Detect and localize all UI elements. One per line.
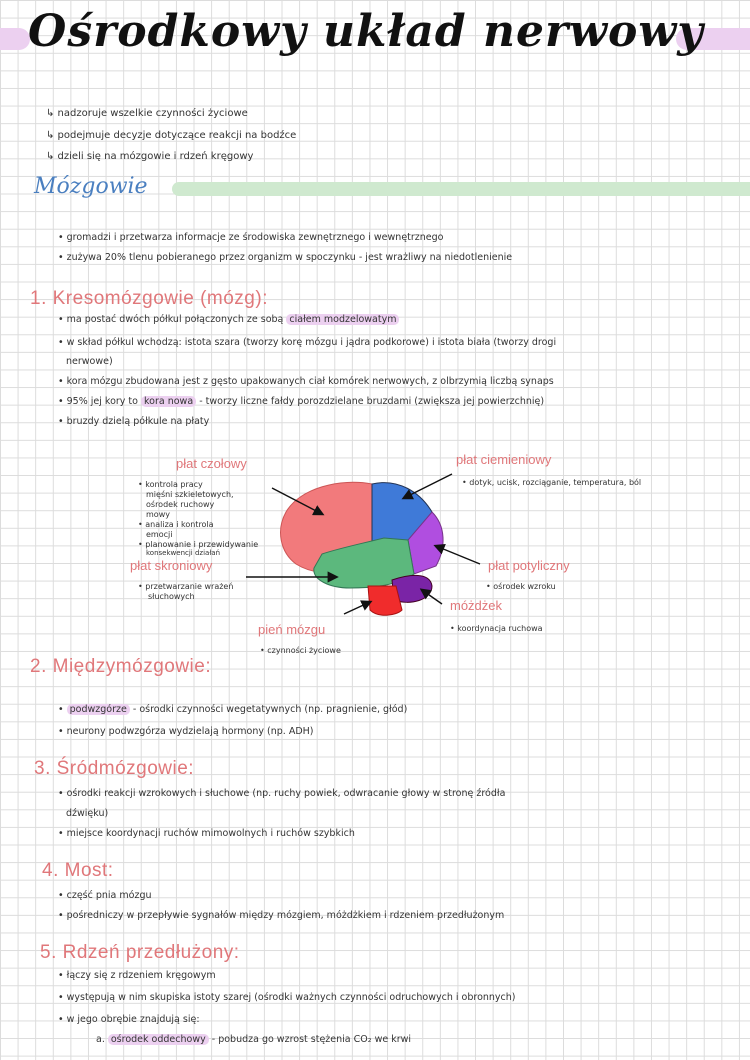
brain-stem [368, 586, 402, 615]
kreso-line-4-pre: • 95% jej kory to [58, 396, 138, 407]
kreso-line-2: • w skład półkul wchodzą: istota szara (tworzy korę mózgu i jądra podkorowe) i istota biała (tworzy drogi [58, 337, 557, 348]
kreso-line-4-post: - tworzy liczne fałdy porozdzielane bruzdami (zwiększa jej powierzchnię) [199, 396, 545, 407]
rdzen-line-4-num: a. [96, 1034, 105, 1045]
brain-diagram [0, 440, 750, 670]
label-temporal-lobe: płat skroniowy [130, 558, 213, 573]
most-line-2: • pośredniczy w przepływie sygnałów między mózgiem, móżdżkiem i rdzeniem przedłużonym [58, 910, 505, 921]
section-kresomozgowie-title: 1. Kresomózgowie (mózg): [30, 288, 268, 309]
rdzen-line-1: • łączy się z rdzeniem kręgowym [58, 970, 216, 981]
label-brain-stem: pień mózgu [258, 622, 326, 637]
miedzy-line-1: • podwzgórze - ośrodki czynności wegetatywnych (np. pragnienie, głód) [58, 704, 408, 715]
miedzy-line-1-post: - ośrodki czynności wegetatywnych (np. pragnienie, głód) [132, 704, 408, 715]
srod-line-2: • miejsce koordynacji ruchów mimowolnych i ruchów szybkich [58, 828, 355, 839]
most-line-1: • część pnia mózgu [58, 890, 152, 901]
cerebellum-items: • koordynacja ruchowa [450, 624, 543, 633]
label-cerebellum: móżdżek [450, 598, 503, 613]
section-rdzen-title: 5. Rdzeń przedłużony: [40, 942, 240, 963]
kreso-line-1-text: • ma postać dwóch półkul połączonych ze sobą [58, 314, 284, 325]
temporal-item-2: słuchowych [148, 592, 195, 601]
subtitle-highlight [172, 182, 750, 196]
page-title: Ośrodkowy układ nerwowy [28, 6, 704, 57]
kreso-line-4-highlight: kora nowa [141, 396, 196, 407]
rdzen-line-4 [96, 1034, 411, 1045]
kreso-line-1 [58, 314, 399, 325]
label-frontal-lobe: płat czołowy [176, 456, 247, 471]
intro-line-3: ↳ dzieli się na mózgowie i rdzeń kręgowy [46, 151, 254, 162]
brain-stem-items: • czynności życiowe [260, 646, 341, 655]
title-highlight-left [0, 28, 30, 50]
frontal-item-6: emocji [146, 530, 173, 539]
label-occipital-lobe: płat potyliczny [488, 558, 570, 573]
frontal-item-1: • kontrola pracy [138, 480, 203, 489]
frontal-item-3: ośrodek ruchowy [146, 500, 215, 509]
kreso-line-5: • bruzdy dzielą półkule na płaty [58, 416, 210, 427]
frontal-item-7: • planowanie i przewidywanie [138, 540, 259, 549]
kreso-line-2b: nerwowe) [66, 356, 113, 367]
section-most-title: 4. Most: [42, 860, 114, 881]
occipital-items: • ośrodek wzroku [486, 582, 556, 591]
intro-line-2: ↳ podejmuje decyzje dotyczące reakcji na bodźce [46, 130, 297, 141]
miedzy-line-1-highlight: podwzgórze [67, 704, 130, 715]
frontal-item-8: konsekwencji działań [146, 549, 221, 557]
frontal-item-5: • analiza i kontrola [138, 520, 214, 529]
frontal-item-4: mowy [146, 510, 170, 519]
section-srodmozgowie-title: 3. Śródmózgowie: [34, 758, 195, 779]
temporal-item-1: • przetwarzanie wrażeń [138, 582, 234, 591]
rdzen-line-2: • występują w nim skupiska istoty szarej (ośrodki ważnych czynności odruchowych i obronnych) [58, 992, 516, 1003]
mozgowie-bullet-2: • zużywa 20% tlenu pobieranego przez organizm w spoczynku - jest wrażliwy na niedotlenienie [58, 252, 513, 263]
rdzen-line-4-post: - pobudza go wzrost stężenia CO₂ we krwi [211, 1034, 412, 1045]
frontal-item-2: mięśni szkieletowych, [146, 490, 234, 499]
label-parietal-lobe: płat ciemieniowy [456, 452, 552, 467]
parietal-items: • dotyk, ucisk, rozciąganie, temperatura, ból [462, 478, 642, 487]
srod-line-1b: dźwięku) [66, 808, 109, 819]
mozgowie-bullet-1: • gromadzi i przetwarza informacje ze środowiska zewnętrznego i wewnętrznego [58, 232, 444, 243]
miedzy-line-2: • neurony podwzgórza wydzielają hormony (np. ADH) [58, 726, 314, 737]
rdzen-line-4-highlight: ośrodek oddechowy [108, 1034, 209, 1045]
rdzen-line-3: • w jego obrębie znajdują się: [58, 1014, 200, 1025]
section-miedzymozgowie-title: 2. Międzymózgowie: [30, 656, 212, 677]
kreso-line-4 [58, 396, 544, 407]
kreso-line-3: • kora mózgu zbudowana jest z gęsto upakowanych ciał komórek nerwowych, z olbrzymią liczbą synaps [58, 376, 554, 387]
kreso-line-1-highlight: ciałem modzelowatym [286, 314, 399, 325]
srod-line-1: • ośrodki reakcji wzrokowych i słuchowe (np. ruchy powiek, odwracanie głowy w stronę źródła [58, 788, 506, 799]
intro-line-1: ↳ nadzoruje wszelkie czynności życiowe [46, 108, 248, 119]
section-mozgowie-title: Mózgowie [34, 174, 148, 199]
